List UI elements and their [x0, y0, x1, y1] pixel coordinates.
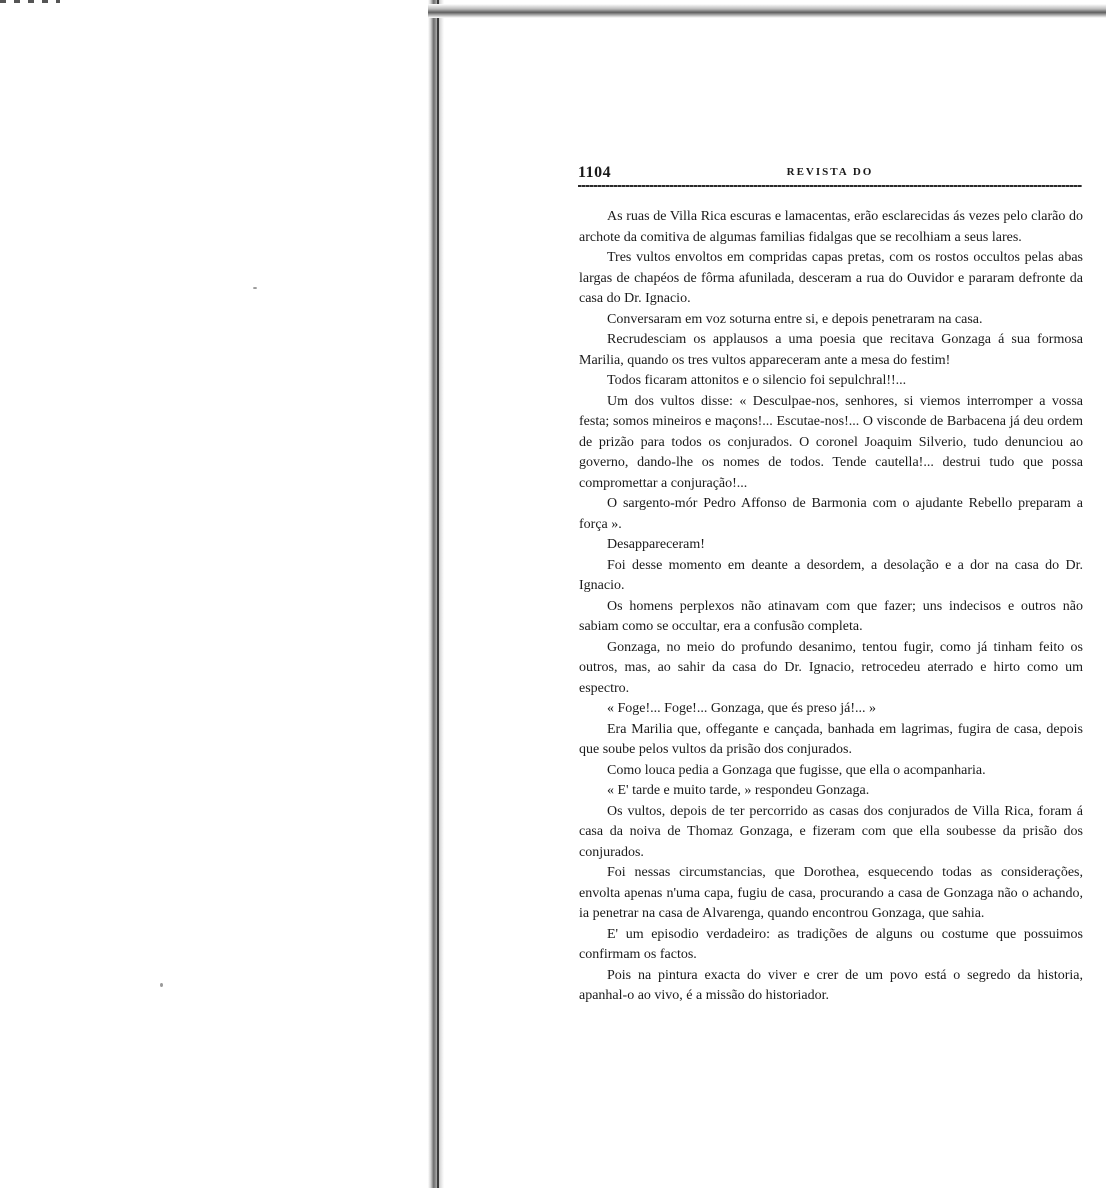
paragraph: Um dos vultos disse: « Desculpae-nos, senhores, si viemos interromper a vossa festa; somos mineiros e maçons!... Escutae-nos!... O visconde de Barbacena já deu ordem de prizão para todos os conjurados. O coronel Joaquim Silverio, tudo denunciou ao governo, dando-lhe os nomes de todos. Tende cautella!... destrui tudo que possa compromettar a conjuração!... [579, 393, 1083, 491]
paragraph: Desappareceram! [607, 537, 705, 552]
paragraph: Todos ficaram attonitos e o silencio foi sepulchral!!... [607, 373, 907, 388]
paragraph: « Foge!... Foge!... Gonzaga, que és preso já!... » [607, 701, 877, 716]
paragraph: Tres vultos envoltos em compridas capas pretas, com os rostos occultos pelas abas largas de chapéos de fôrma afunilada, desceram a rua do Ouvidor e pararam defronte da casa do Dr. Ignacio. [579, 250, 1083, 306]
binding-line [437, 0, 439, 1188]
paper-speck [253, 287, 257, 289]
paragraph: « E' tarde e muito tarde, » respondeu Gonzaga. [607, 783, 870, 798]
paragraph: Como louca pedia a Gonzaga que fugisse, que ella o acompanharia. [607, 762, 986, 778]
printed-page [444, 18, 1106, 1188]
article-body [579, 207, 1083, 1007]
paragraph: O sargento-mór Pedro Affonso de Barmonia com o ajudante Rebello preparam a força ». [579, 496, 1083, 532]
paragraph: Conversaram em voz soturna entre si, e depois penetraram na casa. [607, 311, 983, 327]
running-head [578, 164, 1082, 184]
paragraph: Pois na pintura exacta do viver e crer de um povo está o segredo da historia, apanhal-o ao vivo, é a missão do historiador. [579, 967, 1083, 1003]
facing-blank-page [0, 0, 428, 1188]
book-gutter-shadow [428, 0, 444, 1188]
paragraph: Os homens perplexos não atinavam com que fazer; uns indecisos e outros não sabiam como se occultar, era a confusão completa. [579, 598, 1083, 634]
page-number: 1104 [578, 164, 612, 181]
paragraph: Foi nessas circumstancias, que Dorothea, esquecendo todas as considerações, envolta apenas n'uma capa, fugiu de casa, procurando a casa de Gonzaga não o achando, ia penetrar na casa de Alvarenga, quando encontrou Gonzaga, que sahia. [579, 865, 1083, 921]
paragraph: As ruas de Villa Rica escuras e lamacentas, erão esclarecidas ás vezes pelo clarão do archote da comitiva de algumas familias fidalgas que se recolhiam a seus lares. [579, 209, 1083, 245]
paragraph: Recrudesciam os applausos a uma poesia que recitava Gonzaga á sua formosa Marilia, quando os tres vultos appareceram ante a mesa do festim! [579, 332, 1083, 368]
page-edge-marks [0, 0, 60, 3]
paragraph: Os vultos, depois de ter percorrido as casas dos conjurados de Villa Rica, foram á casa da noiva de Thomaz Gonzaga, e fizeram com que ella soubesse da prisão dos conjurados. [579, 803, 1083, 860]
page-top-edge-shadow [428, 4, 1106, 18]
paragraph: Foi desse momento em deante a desordem, a desolação e a dor na casa do Dr. Ignacio. [579, 557, 1083, 593]
header-rule [578, 185, 1082, 187]
paragraph: Era Marilia que, offegante e cançada, banhada em lagrimas, fugira de casa, depois que soube pelos vultos da prisão dos conjurados. [579, 721, 1083, 757]
paragraph: E' um episodio verdadeiro: as tradições de alguns ou costume que possuimos confirmam os factos. [579, 926, 1083, 962]
journal-title: REVISTA DO [786, 166, 874, 178]
paragraph: Gonzaga, no meio do profundo desanimo, tentou fugir, como já tinham feito os outros, mas, ao sahir da casa do Dr. Ignacio, retrocedeu aterrado e hirto como um espectro. [579, 639, 1083, 696]
paper-speck [160, 983, 163, 987]
